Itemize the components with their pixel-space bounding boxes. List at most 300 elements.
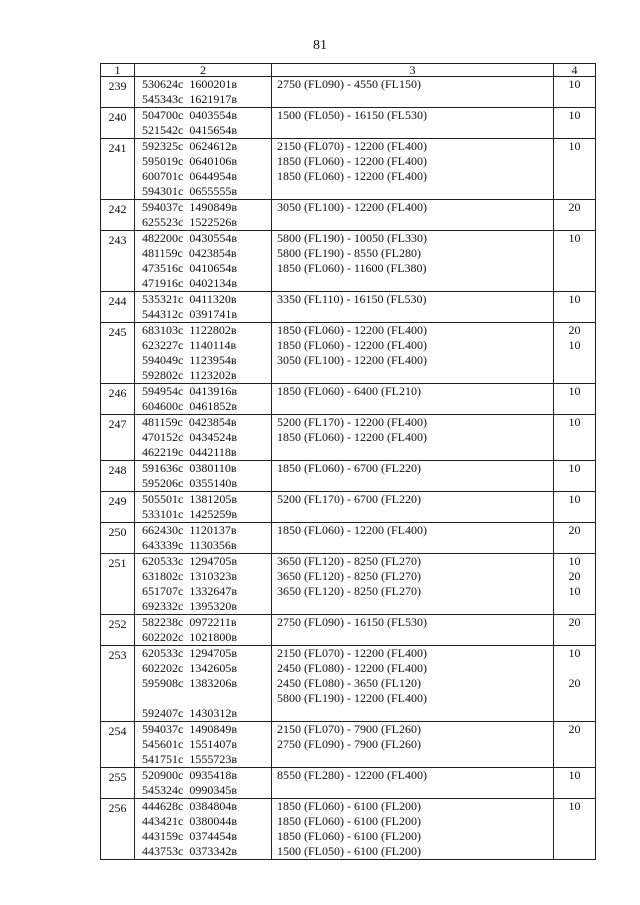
latitude-value: 530624c — [142, 77, 184, 91]
coordinate-line — [135, 829, 271, 844]
coordinates-cell — [135, 722, 272, 768]
coordinate-line — [135, 246, 271, 261]
coordinates-cell — [135, 646, 272, 722]
value-cell — [554, 415, 596, 461]
latitude-value: 620533c — [142, 646, 184, 660]
altitude-range: 2150 (FL070) - 12200 (FL400) — [277, 646, 427, 660]
longitude-value: 0640106в — [189, 154, 237, 168]
table-row — [101, 200, 596, 231]
longitude-value: 1395320в — [189, 599, 237, 613]
coordinate-line — [135, 276, 271, 291]
coordinate-line — [135, 368, 271, 383]
altitude-range: 5200 (FL170) - 6700 (FL220) — [277, 492, 421, 506]
longitude-value: 0402134в — [189, 276, 237, 290]
latitude-value: 443753c — [142, 844, 184, 858]
altitude-range-cell — [272, 799, 554, 860]
longitude-value: 1383206в — [189, 676, 237, 690]
row-number: 251 — [101, 554, 135, 615]
longitude-value: 1294705в — [189, 646, 237, 660]
coordinate-line — [135, 661, 271, 676]
longitude-value: 1122802в — [189, 323, 237, 337]
latitude-value: 594037c — [142, 200, 184, 214]
row-number: 246 — [101, 384, 135, 415]
altitude-range: 5200 (FL170) - 12200 (FL400) — [277, 415, 427, 429]
latitude-value: 473516c — [142, 261, 184, 275]
latitude-value: 623227c — [142, 338, 184, 352]
coordinates-cell — [135, 323, 272, 384]
longitude-value: 0374454в — [189, 829, 237, 843]
altitude-range: 2750 (FL090) - 4550 (FL150) — [277, 77, 421, 91]
latitude-value: 444628c — [142, 799, 184, 813]
table-row — [101, 415, 596, 461]
longitude-value: 1425259в — [189, 507, 237, 521]
longitude-value: 1123954в — [189, 353, 237, 367]
row-number: 253 — [101, 646, 135, 722]
column-header: 1 — [101, 64, 135, 77]
coordinates-cell — [135, 108, 272, 139]
altitude-range: 2150 (FL070) - 12200 (FL400) — [277, 139, 427, 153]
latitude-value: 595908c — [142, 676, 184, 690]
table-row — [101, 722, 596, 768]
coordinate-line — [135, 523, 271, 538]
page-number: 81 — [313, 38, 327, 53]
table-row — [101, 139, 596, 200]
latitude-value: 462219c — [142, 445, 184, 459]
row-number: 254 — [101, 722, 135, 768]
coordinates-cell — [135, 615, 272, 646]
latitude-value: 631802c — [142, 569, 184, 583]
coordinate-line — [135, 461, 271, 476]
altitude-range-cell — [272, 292, 554, 323]
table-row — [101, 799, 596, 860]
coordinate-line — [135, 430, 271, 445]
column-header: 3 — [272, 64, 554, 77]
value-entry: 10 — [568, 292, 581, 306]
bottom-divider — [0, 852, 640, 853]
latitude-value: 520900c — [142, 768, 184, 782]
table-row — [101, 231, 596, 292]
row-number: 256 — [101, 799, 135, 860]
altitude-range: 1850 (FL060) - 6100 (FL200) — [277, 814, 421, 828]
latitude-value: 602202c — [142, 630, 184, 644]
coordinate-line — [135, 292, 271, 307]
latitude-value: 662430c — [142, 523, 184, 537]
latitude-value: 592325c — [142, 139, 184, 153]
value-entry: 10 — [568, 384, 581, 398]
latitude-value: 594037c — [142, 722, 184, 736]
latitude-value: 471916c — [142, 276, 184, 290]
coordinate-line — [135, 92, 271, 107]
row-number: 250 — [101, 523, 135, 554]
longitude-value: 0391741в — [189, 307, 237, 321]
longitude-value: 1140114в — [189, 338, 237, 352]
altitude-range: 3050 (FL100) - 12200 (FL400) — [277, 200, 427, 214]
altitude-range: 3650 (FL120) - 8250 (FL270) — [277, 554, 421, 568]
coordinate-line — [135, 108, 271, 123]
altitude-range: 1500 (FL050) - 16150 (FL530) — [277, 108, 427, 122]
longitude-value: 0411320в — [189, 292, 237, 306]
table-row — [101, 461, 596, 492]
row-number: 239 — [101, 77, 135, 108]
value-entry: 10 — [568, 646, 581, 660]
row-number: 248 — [101, 461, 135, 492]
altitude-range-cell — [272, 492, 554, 523]
coordinate-line — [135, 399, 271, 414]
table-row — [101, 77, 596, 108]
longitude-value: 1490849в — [189, 200, 237, 214]
altitude-range-cell — [272, 523, 554, 554]
coordinate-line — [135, 630, 271, 645]
longitude-value: 1120137в — [189, 523, 237, 537]
row-number: 249 — [101, 492, 135, 523]
altitude-range: 1850 (FL060) - 12200 (FL400) — [277, 154, 427, 168]
altitude-range-cell — [272, 415, 554, 461]
coordinate-line — [135, 307, 271, 322]
latitude-value: 545601c — [142, 737, 184, 751]
coordinate-line — [135, 261, 271, 276]
row-number: 244 — [101, 292, 135, 323]
longitude-value: 0935418в — [189, 768, 237, 782]
coordinate-line — [135, 599, 271, 614]
altitude-range-cell — [272, 646, 554, 722]
coordinate-line — [135, 492, 271, 507]
altitude-range-cell — [272, 384, 554, 415]
latitude-value: 545324c — [142, 783, 184, 797]
table-row — [101, 523, 596, 554]
altitude-range-cell — [272, 615, 554, 646]
value-cell — [554, 492, 596, 523]
latitude-value: 544312c — [142, 307, 184, 321]
value-entry: 10 — [568, 799, 581, 813]
latitude-value: 643339c — [142, 538, 184, 552]
value-entry: 20 — [568, 200, 581, 214]
longitude-value: 1551407в — [189, 737, 237, 751]
altitude-range: 2150 (FL070) - 7900 (FL260) — [277, 722, 421, 736]
coordinate-line — [135, 445, 271, 460]
latitude-value: 625523c — [142, 215, 184, 229]
longitude-value: 0380044в — [189, 814, 237, 828]
altitude-range: 3650 (FL120) - 8250 (FL270) — [277, 584, 421, 598]
value-cell — [554, 108, 596, 139]
value-cell — [554, 615, 596, 646]
longitude-value: 0413916в — [189, 384, 237, 398]
table-row — [101, 768, 596, 799]
altitude-range: 1850 (FL060) - 11600 (FL380) — [277, 261, 427, 275]
coordinate-line — [135, 323, 271, 338]
coordinates-cell — [135, 799, 272, 860]
latitude-value: 595206c — [142, 476, 184, 490]
coordinate-line — [135, 615, 271, 630]
coordinate-line — [135, 554, 271, 569]
latitude-value: 604600c — [142, 399, 184, 413]
latitude-value: 443421c — [142, 814, 184, 828]
altitude-range: 1850 (FL060) - 12200 (FL400) — [277, 523, 427, 537]
coordinates-cell — [135, 77, 272, 108]
row-number: 243 — [101, 231, 135, 292]
latitude-value: 505501c — [142, 492, 184, 506]
value-cell — [554, 646, 596, 722]
longitude-value: 0373342в — [189, 844, 237, 858]
longitude-value: 1294705в — [189, 554, 237, 568]
altitude-range-cell — [272, 461, 554, 492]
coordinate-line — [135, 77, 271, 92]
airspace-table — [100, 63, 596, 860]
altitude-range: 1850 (FL060) - 12200 (FL400) — [277, 323, 427, 337]
altitude-range: 5800 (FL190) - 12200 (FL400) — [277, 691, 427, 705]
altitude-range: 2450 (FL080) - 3650 (FL120) — [277, 676, 421, 690]
altitude-range-cell — [272, 554, 554, 615]
coordinates-cell — [135, 554, 272, 615]
latitude-value: 692332c — [142, 599, 184, 613]
row-number: 255 — [101, 768, 135, 799]
value-cell — [554, 554, 596, 615]
coordinates-cell — [135, 523, 272, 554]
latitude-value: 651707c — [142, 584, 184, 598]
longitude-value: 0403554в — [189, 108, 237, 122]
value-cell — [554, 292, 596, 323]
coordinate-line — [135, 139, 271, 154]
coordinate-line — [135, 569, 271, 584]
coordinate-line — [135, 384, 271, 399]
longitude-value: 1381205в — [189, 492, 237, 506]
coordinate-line — [135, 676, 271, 691]
latitude-value: 594049c — [142, 353, 184, 367]
coordinate-line — [135, 814, 271, 829]
latitude-value: 592407c — [142, 706, 184, 720]
table-row — [101, 323, 596, 384]
altitude-range-cell — [272, 323, 554, 384]
coordinates-cell — [135, 200, 272, 231]
latitude-value: 470152c — [142, 430, 184, 444]
coordinate-line — [135, 476, 271, 491]
altitude-range: 2750 (FL090) - 7900 (FL260) — [277, 737, 421, 751]
coordinate-line — [135, 200, 271, 215]
altitude-range: 1850 (FL060) - 6700 (FL220) — [277, 461, 421, 475]
coordinates-cell — [135, 492, 272, 523]
coordinate-line — [135, 706, 271, 721]
coordinate-line — [135, 507, 271, 522]
altitude-range: 1850 (FL060) - 12200 (FL400) — [277, 169, 427, 183]
coordinate-line — [135, 215, 271, 230]
value-cell — [554, 461, 596, 492]
table-row — [101, 292, 596, 323]
row-number: 242 — [101, 200, 135, 231]
coordinate-line — [135, 768, 271, 783]
coordinate-line — [135, 169, 271, 184]
value-entry: 10 — [568, 461, 581, 475]
latitude-value: 683103c — [142, 323, 184, 337]
value-cell — [554, 323, 596, 384]
coordinate-line — [135, 752, 271, 767]
value-cell — [554, 384, 596, 415]
value-cell — [554, 722, 596, 768]
longitude-value: 1621917в — [189, 92, 237, 106]
longitude-value: 0972211в — [189, 615, 237, 629]
coordinate-line — [135, 184, 271, 199]
table-row — [101, 646, 596, 722]
table-row — [101, 615, 596, 646]
longitude-value: 1310323в — [189, 569, 237, 583]
value-entry: 20 — [568, 523, 581, 537]
longitude-value: 1555723в — [189, 752, 237, 766]
coordinates-cell — [135, 231, 272, 292]
longitude-value: 0423854в — [188, 415, 237, 429]
latitude-value: 594301c — [142, 184, 184, 198]
longitude-value: 0380110в — [189, 461, 237, 475]
value-entry: 10 — [568, 338, 581, 352]
coordinate-line — [135, 737, 271, 752]
latitude-value: 481159c — [142, 246, 183, 260]
row-number: 241 — [101, 139, 135, 200]
longitude-value: 0355140в — [189, 476, 237, 490]
altitude-range: 1850 (FL060) - 6400 (FL210) — [277, 384, 421, 398]
row-number: 245 — [101, 323, 135, 384]
longitude-value: 0384804в — [189, 799, 237, 813]
coordinates-cell — [135, 139, 272, 200]
latitude-value: 595019c — [142, 154, 184, 168]
table-header-row — [101, 64, 596, 77]
coordinate-line — [135, 646, 271, 661]
latitude-value: 533101c — [142, 507, 184, 521]
coordinates-cell — [135, 768, 272, 799]
latitude-value: 541751c — [142, 752, 184, 766]
coordinate-line — [135, 154, 271, 169]
value-entry: 10 — [568, 584, 581, 598]
longitude-value: 0415654в — [189, 123, 237, 137]
longitude-value: 1490849в — [189, 722, 237, 736]
longitude-value: 1123202в — [189, 368, 237, 382]
coordinate-line — [135, 338, 271, 353]
row-number: 240 — [101, 108, 135, 139]
altitude-range: 1850 (FL060) - 12200 (FL400) — [277, 430, 427, 444]
value-entry: 20 — [568, 722, 581, 736]
coordinate-line — [135, 722, 271, 737]
value-entry: 20 — [568, 676, 581, 690]
table-row — [101, 108, 596, 139]
value-entry: 20 — [568, 569, 581, 583]
longitude-value: 1130356в — [189, 538, 237, 552]
value-entry: 10 — [568, 768, 581, 782]
longitude-value: 0442118в — [189, 445, 237, 459]
value-cell — [554, 139, 596, 200]
latitude-value: 535321c — [142, 292, 184, 306]
longitude-value: 1332647в — [189, 584, 237, 598]
latitude-value: 521542c — [142, 123, 184, 137]
latitude-value: 602202c — [142, 661, 184, 675]
table-row — [101, 384, 596, 415]
value-entry: 10 — [568, 108, 581, 122]
longitude-value: 1600201в — [189, 77, 237, 91]
coordinate-line — [135, 538, 271, 553]
coordinate-line — [135, 353, 271, 368]
altitude-range-cell — [272, 139, 554, 200]
altitude-range-cell — [272, 77, 554, 108]
value-cell — [554, 768, 596, 799]
longitude-value: 0990345в — [189, 783, 237, 797]
altitude-range-cell — [272, 108, 554, 139]
longitude-value: 0624612в — [189, 139, 237, 153]
coordinate-line — [135, 231, 271, 246]
longitude-value: 1522526в — [189, 215, 237, 229]
latitude-value: 443159c — [142, 829, 184, 843]
longitude-value: 0655555в — [189, 184, 237, 198]
row-number: 252 — [101, 615, 135, 646]
value-entry: 10 — [568, 415, 581, 429]
value-cell — [554, 231, 596, 292]
table-body — [101, 77, 596, 860]
coordinates-cell — [135, 461, 272, 492]
altitude-range: 2750 (FL090) - 16150 (FL530) — [277, 615, 427, 629]
value-entry: 10 — [568, 554, 581, 568]
table-row — [101, 554, 596, 615]
latitude-value: 482200c — [142, 231, 184, 245]
coordinate-line — [135, 123, 271, 138]
coordinate-line — [135, 415, 271, 430]
table-row — [101, 492, 596, 523]
latitude-value: 594954c — [142, 384, 184, 398]
longitude-value: 0410654в — [189, 261, 237, 275]
latitude-value: 504700c — [142, 108, 184, 122]
altitude-range: 3350 (FL110) - 16150 (FL530) — [277, 292, 427, 306]
latitude-value: 591636c — [142, 461, 184, 475]
altitude-range-cell — [272, 768, 554, 799]
altitude-range: 5800 (FL190) - 8550 (FL280) — [277, 246, 421, 260]
altitude-range: 1850 (FL060) - 6100 (FL200) — [277, 829, 421, 843]
value-entry: 10 — [568, 139, 581, 153]
longitude-value: 0644954в — [189, 169, 237, 183]
value-cell — [554, 523, 596, 554]
coordinate-line — [135, 783, 271, 798]
latitude-value: 620533c — [142, 554, 184, 568]
latitude-value: 545343c — [142, 92, 184, 106]
value-cell — [554, 77, 596, 108]
altitude-range: 2450 (FL080) - 12200 (FL400) — [277, 661, 427, 675]
coordinates-cell — [135, 415, 272, 461]
latitude-value: 600701c — [142, 169, 184, 183]
row-number: 247 — [101, 415, 135, 461]
longitude-value: 0430554в — [189, 231, 237, 245]
longitude-value: 1430312в — [189, 706, 237, 720]
altitude-range: 1500 (FL050) - 6100 (FL200) — [277, 844, 421, 858]
altitude-range: 1850 (FL060) - 6100 (FL200) — [277, 799, 421, 813]
value-entry: 20 — [568, 615, 581, 629]
longitude-value: 1021800в — [189, 630, 237, 644]
value-entry — [554, 661, 595, 676]
latitude-value: 592802c — [142, 368, 184, 382]
longitude-value: 1342605в — [189, 661, 237, 675]
value-cell — [554, 799, 596, 860]
value-cell — [554, 200, 596, 231]
longitude-value: 0434524в — [189, 430, 237, 444]
altitude-range-cell — [272, 200, 554, 231]
value-entry: 20 — [568, 323, 581, 337]
coordinate-line — [135, 691, 271, 706]
altitude-range: 5800 (FL190) - 10050 (FL330) — [277, 231, 427, 245]
longitude-value: 0423854в — [188, 246, 237, 260]
value-entry: 10 — [568, 77, 581, 91]
altitude-range: 3050 (FL100) - 12200 (FL400) — [277, 353, 427, 367]
column-header: 2 — [135, 64, 272, 77]
coordinate-line — [135, 799, 271, 814]
altitude-range: 1850 (FL060) - 12200 (FL400) — [277, 338, 427, 352]
column-header: 4 — [554, 64, 596, 77]
value-entry: 10 — [568, 231, 581, 245]
altitude-range: 8550 (FL280) - 12200 (FL400) — [277, 768, 427, 782]
coordinates-cell — [135, 384, 272, 415]
altitude-range-cell — [272, 231, 554, 292]
value-entry: 10 — [568, 492, 581, 506]
latitude-value: 582238c — [142, 615, 184, 629]
